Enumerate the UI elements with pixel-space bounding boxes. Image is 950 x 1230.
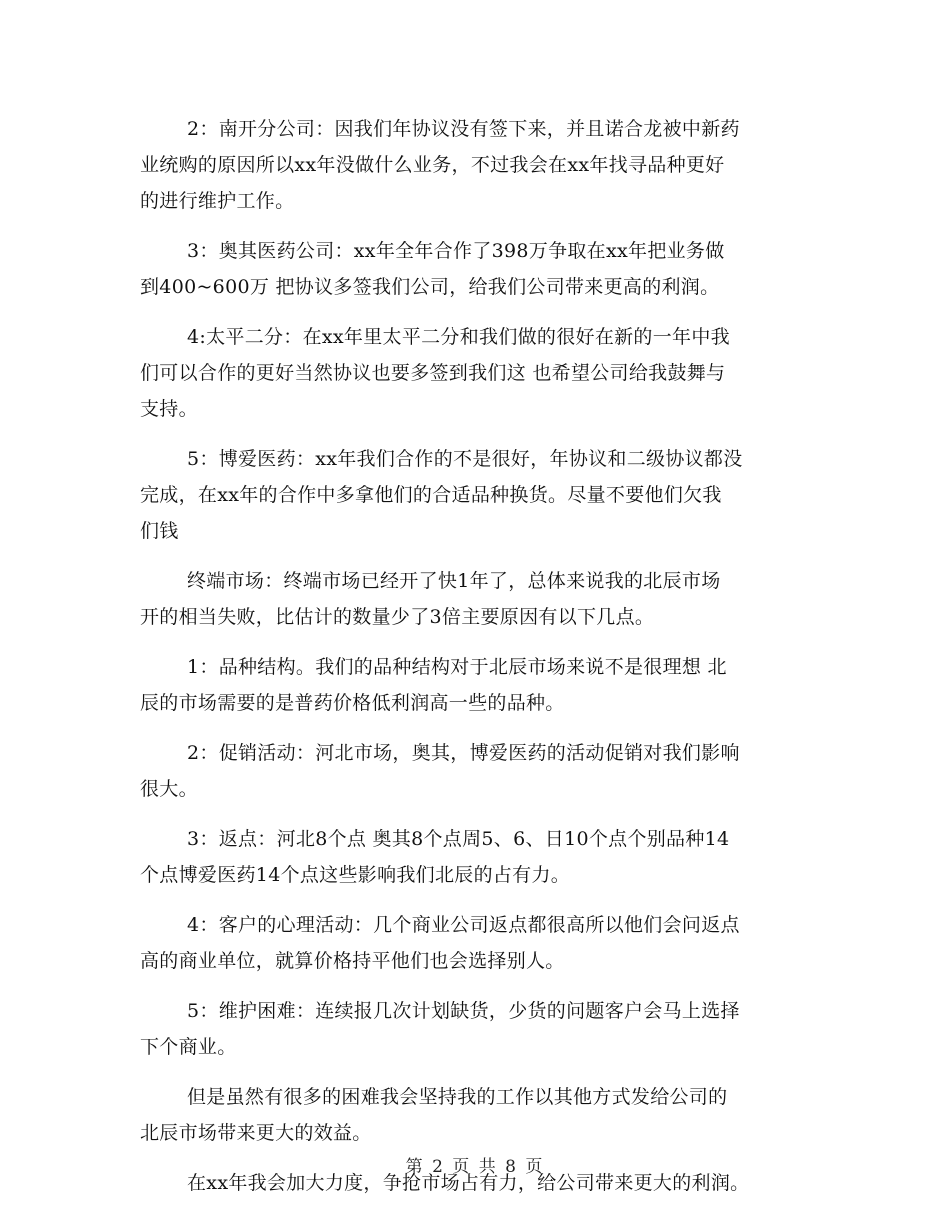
- page-number-footer: 第 2 页 共 8 页: [405, 1157, 545, 1177]
- paragraph-line: 的进行维护工作。: [140, 190, 295, 212]
- paragraph-line: 下个商业。: [140, 1036, 237, 1058]
- paragraph-terminal-market: [140, 563, 820, 635]
- paragraph-line: 5：博爱医药：xx年我们合作的不是很好，年协议和二级协议都没: [187, 448, 743, 470]
- paragraph-line: 完成，在xx年的合作中多拿他们的合适品种换货。尽量不要他们欠我: [140, 484, 722, 506]
- paragraph-line: 3：奥其医药公司：xx年全年合作了398万争取在xx年把业务做: [187, 240, 725, 262]
- paragraph-line: 辰的市场需要的是普药价格低利润高一些的品种。: [140, 692, 565, 714]
- paragraph-line: 2：促销活动：河北市场，奥其，博爱医药的活动促销对我们影响: [187, 742, 740, 764]
- paragraph-line: 终端市场：终端市场已经开了快1年了，总体来说我的北辰市场: [187, 570, 721, 592]
- paragraph-line: 北辰市场带来更大的效益。: [140, 1122, 372, 1144]
- paragraph-line: 开的相当失败，比估计的数量少了3倍主要原因有以下几点。: [140, 606, 655, 628]
- paragraph-promotion: [140, 735, 820, 807]
- paragraph-persistence: [140, 1079, 820, 1151]
- paragraph-maintenance: [140, 993, 820, 1065]
- paragraph-line: 在xx年我会加大力度，争抢市场占有力，给公司带来更大的利润。: [187, 1172, 750, 1194]
- paragraph-line: 4：客户的心理活动：几个商业公司返点都很高所以他们会问返点: [187, 914, 740, 936]
- document-body: [140, 111, 820, 1215]
- paragraph-aoqi-pharma: [140, 233, 820, 305]
- paragraph-customer-psychology: [140, 907, 820, 979]
- paragraph-rebate: [140, 821, 820, 893]
- paragraph-product-structure: [140, 649, 820, 721]
- paragraph-taiping-branch: [140, 319, 820, 427]
- paragraph-line: 高的商业单位，就算价格持平他们也会选择别人。: [140, 950, 565, 972]
- paragraph-line: 支持。: [140, 398, 198, 420]
- paragraph-line: 3：返点：河北8个点 奥其8个点周5、6、日10个点个别品种14: [187, 828, 730, 850]
- paragraph-line: 个点博爱医药14个点这些影响我们北辰的占有力。: [140, 864, 571, 886]
- paragraph-line: 2：南开分公司：因我们年协议没有签下来，并且诺合龙被中新药: [187, 118, 740, 140]
- paragraph-boai-pharma: [140, 441, 820, 549]
- paragraph-line: 们钱: [140, 520, 179, 542]
- paragraph-line: 1：品种结构。我们的品种结构对于北辰市场来说不是很理想 北: [187, 656, 727, 678]
- paragraph-line: 很大。: [140, 778, 198, 800]
- paragraph-line: 但是虽然有很多的困难我会坚持我的工作以其他方式发给公司的: [187, 1086, 728, 1108]
- paragraph-nankai-branch: [140, 111, 820, 219]
- paragraph-line: 业统购的原因所以xx年没做什么业务，不过我会在xx年找寻品种更好: [140, 154, 725, 176]
- paragraph-line: 们可以合作的更好当然协议也要多签到我们这 也希望公司给我鼓舞与: [140, 362, 726, 384]
- paragraph-line: 4:太平二分：在xx年里太平二分和我们做的很好在新的一年中我: [187, 326, 730, 348]
- paragraph-line: 5：维护困难：连续报几次计划缺货，少货的问题客户会马上选择: [187, 1000, 740, 1022]
- paragraph-line: 到400~600万 把协议多签我们公司，给我们公司带来更高的利润。: [140, 276, 720, 298]
